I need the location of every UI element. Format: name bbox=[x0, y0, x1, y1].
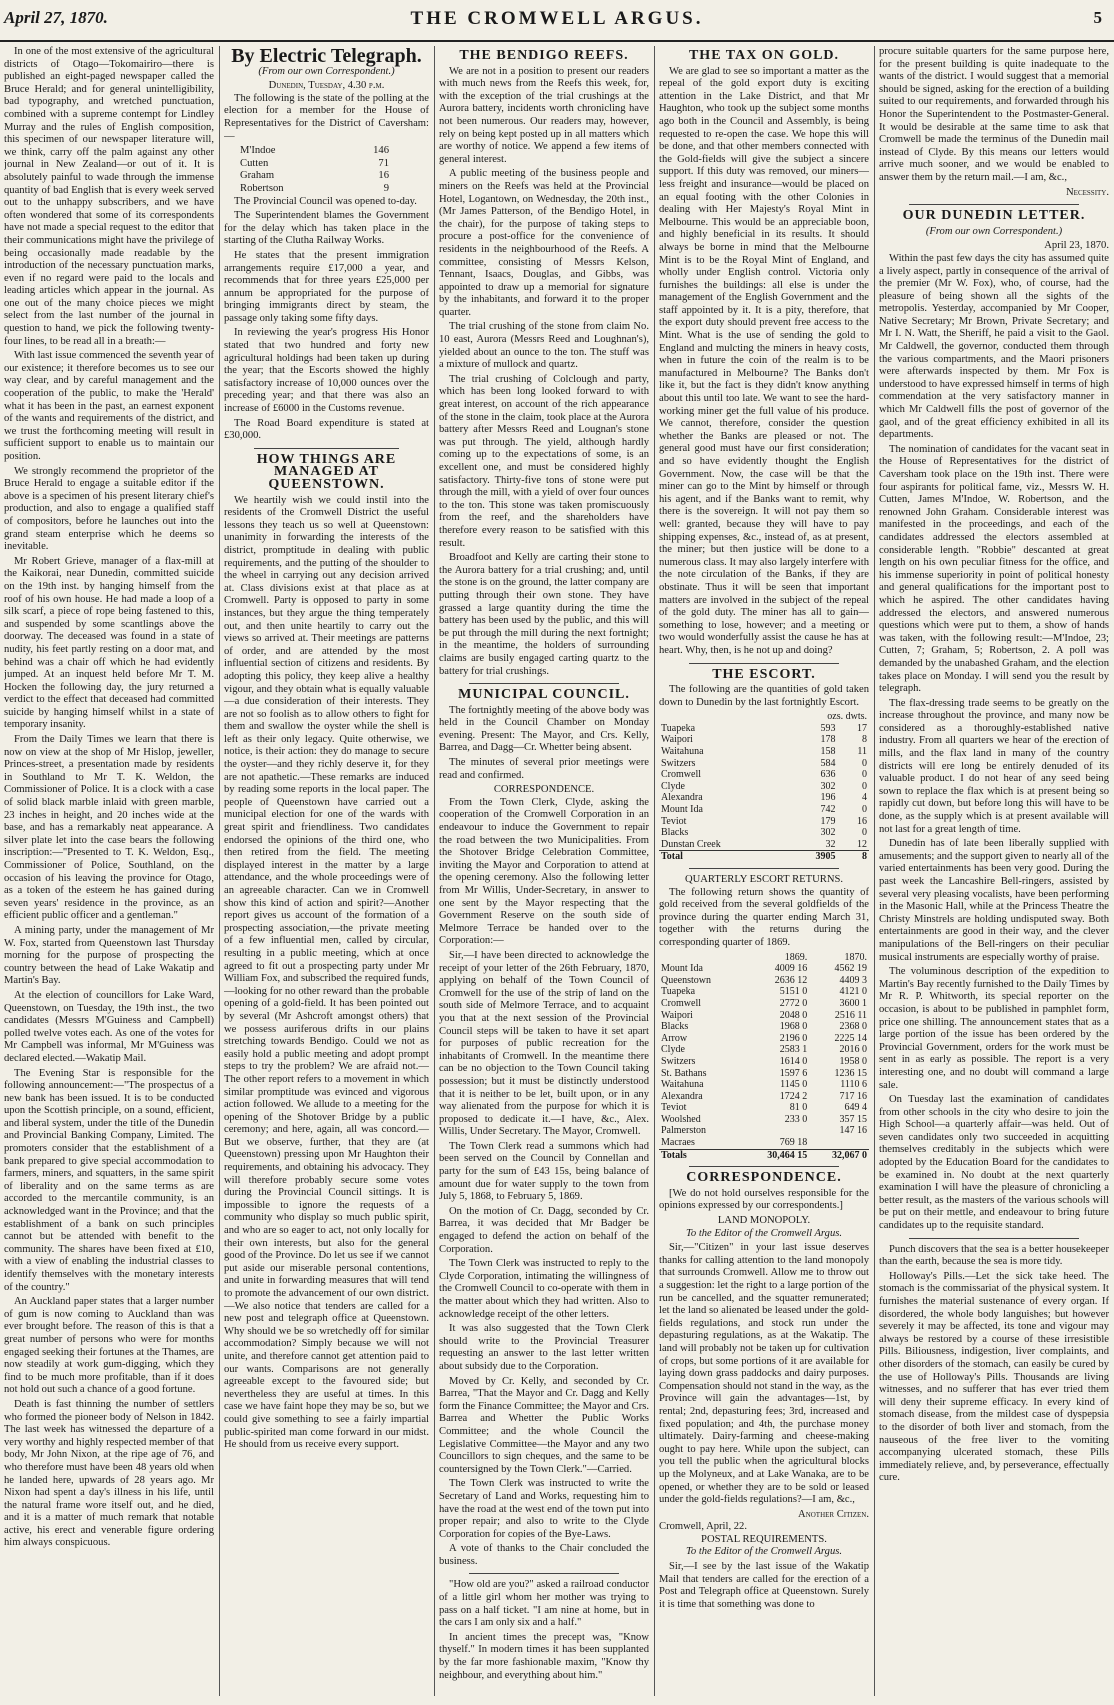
place: Switzers bbox=[661, 757, 696, 769]
table-row bbox=[659, 781, 869, 793]
paragraph: In one of the most extensive of the agricultural districts of Otago—Tokomairiro—there is published an eight-paged newspaper called the Bruce Herald; and for general unintelligibility, bad typography, and wretched punctuation, combined with a supreme contempt for Lindley Murray and the rules of English composition, this specimen of our newspaper literature will, we think, carry off the palm against any other journal in New Zealand—or out of it. It is absolutely painful to wade through the immense quantity of bad English that is every week served out to the unhappy subscribers, and we have often wondered that some of its correspondents have not made a special request to the editor that their communications might have the privilege of being occasionally made readable by the introduction of the necessary punctuation marks, even if no regard were paid to the locals and leading articles which appear in the journal. As one out of the many choice pieces we might select from the last number of the journal in question to hand, we pick the following twenty-four lines, to be read all in a breath:— bbox=[4, 46, 214, 347]
value-1869: 233 0 bbox=[784, 1113, 808, 1125]
paragraph: We strongly recommend the proprietor of the Bruce Herald to engage a suitable editor if the above is a specimen of his present literary chief's production, and also to engage a qualified staff of compositors, before he launches out into the grand steam enterprise which he deems so inevitable. bbox=[4, 465, 214, 553]
candidate-name: Robertson bbox=[240, 182, 284, 194]
value-1869: 1724 2 bbox=[779, 1090, 808, 1102]
poll-row bbox=[224, 170, 429, 183]
value-1870 bbox=[809, 1137, 869, 1149]
value-1870: 2225 14 bbox=[834, 1032, 867, 1044]
year-header: 1870. bbox=[844, 951, 867, 963]
paragraph: Sir,—I have been directed to acknowledge the receipt of your letter of the 26th February, 1870, applying on behalf of the Town Council of Cromwell for the use of the strip of land on the south side of Melmore Terrace, and to acquaint you that at the next session of the Provincial Council steps will be taken to have it set apart for purposes of public recreation for the inhabitants of Cromwell. In the meantime there can be no objection to the Town Council taking possession; but it must be distinctly understood that it is neither to be let, built upon, or in any way alienated from the purpose for which it is proposed to dedicate it.—I have, &c., Alex. Willis, Under Secretary. The Mayor, Cromwell. bbox=[439, 949, 649, 1138]
value-1870: 4562 19 bbox=[834, 963, 867, 975]
place: Blacks bbox=[661, 827, 689, 839]
place: Alexandra bbox=[661, 1090, 703, 1102]
paragraph: The Evening Star is responsible for the following announcement:—"The prospectus of a new bank has been issued. It is to be conducted upon the Scottish principle, on a sound, efficient, and liberal system, under the title of the Dunedin and Provincial Banking Company, Limited. The promoters consider that the establishment of a bank prepared to give special accommodation to farmers, miners, and squatters, in the same spirit of liberality and on the same terms as are accorded to the mercantile community, is an acknowledged want in the Province; and that the establishment of a bank on such principles cannot but be attended with benefit to the community. The shares have been fixed at £10, with a view of enabling the industrial classes to identify themselves with the monetary interests of the country." bbox=[4, 1067, 214, 1293]
paragraph: A public meeting of the business people and miners on the Reefs was held at the Provincial Hotel, Logantown, on Wednesday, the 20th inst., (Mr James Patterson, of the Bendigo Hotel, in the chair), for the purpose of taking steps to procure a post-office for the convenience of residents in the neighbourhood of the Reefs. A committee, consisting of Messrs Kelson, Tennant, Isaacs, Douglas, and Gibbs, was appointed to draw up a memorial for signature by the inhabitants, and forward it to the proper quarter. bbox=[439, 168, 649, 318]
place: Alexandra bbox=[661, 792, 703, 804]
paragraph: The Town Clerk read a summons which had been served on the Council by Connellan and party for the sum of £43 15s, being balance of amount due for water supply to the town from July 5, 1868, to February 5, 1869. bbox=[439, 1140, 649, 1203]
pennyweights: 0 bbox=[862, 757, 867, 769]
place: Cromwell bbox=[661, 769, 701, 781]
column-5 bbox=[879, 46, 1109, 1696]
paragraph: A vote of thanks to the Chair concluded the business. bbox=[439, 1543, 649, 1567]
table-row bbox=[659, 758, 869, 770]
place: Macraes bbox=[661, 1137, 695, 1149]
table-row bbox=[659, 792, 869, 804]
subheading: POSTAL REQUIREMENTS. bbox=[701, 1533, 827, 1545]
divider bbox=[254, 448, 399, 449]
correspondent-byline: (From our own Correspondent.) bbox=[258, 65, 395, 77]
table-row bbox=[659, 827, 869, 839]
letter-place: Cromwell, April, 22. bbox=[659, 1521, 747, 1533]
article-heading: CORRESPONDENCE. bbox=[686, 1170, 842, 1186]
poll-row bbox=[224, 158, 429, 171]
place: Arrow bbox=[661, 1032, 688, 1044]
table-row bbox=[659, 769, 869, 781]
table-row bbox=[659, 746, 869, 758]
column-3 bbox=[439, 46, 649, 1696]
ounces: 32 bbox=[825, 838, 836, 850]
value-1870: 649 4 bbox=[844, 1102, 867, 1114]
pennyweights: 8 bbox=[862, 734, 867, 746]
column-rule bbox=[654, 46, 655, 1696]
quarterly-table bbox=[659, 952, 869, 1162]
table-row bbox=[659, 816, 869, 828]
place: Waitahuna bbox=[661, 1079, 704, 1091]
letter-address: To the Editor of the Cromwell Argus. bbox=[685, 1546, 843, 1558]
place: Clyde bbox=[661, 1044, 685, 1056]
pennyweights: 11 bbox=[857, 746, 867, 758]
value-1869: 2583 1 bbox=[779, 1044, 808, 1056]
place: Switzers bbox=[661, 1055, 696, 1067]
paragraph: The trial crushing of the stone from claim No. 10 east, Aurora (Messrs Reed and Loughnan's), yielded about an ounce to the ton. The stuff was a mixture of mullock and quartz. bbox=[439, 321, 649, 371]
pennyweights: 0 bbox=[862, 804, 867, 816]
paragraph: The nomination of candidates for the vacant seat in the House of Representatives for the district of Caversham took place on the 19th inst. There were four aspirants for political fame, viz., Messrs W. H. Cutten, James M'Indoe, W. Robertson, and the renowned John Graham. Considerable interest was manifested in the proceedings, and each of the candidates addressed the electors assembled at considerable length. "Robbie" descanted at great length on his own peculiar fitness for the office, and his immense superiority in point of political honesty and general qualifications for the important post to which he aspired. The other candidates having addressed the electors, and answered numerous questions which were put to them, a show of hands was taken, with the following result:—M'Indoe, 23; Cutten, 7; Graham, 5; Robertson, 2. A poll was demanded by the unabashed Graham, and the election takes place on Monday. I will send you the result by telegraph. bbox=[879, 443, 1109, 695]
pennyweights: 4 bbox=[862, 792, 867, 804]
table-row bbox=[659, 1033, 869, 1045]
pennyweights: 12 bbox=[857, 838, 867, 850]
paragraph: Death is fast thinning the number of settlers who formed the pioneer body of Nelson in 1842. The last week has witnessed the departure of a very worthy and highly respected member of that body, Mr John Nixon, at the ripe age of 76, and who therefore must have been 48 years old when he landed here, upwards of 28 years ago. Mr Nixon had spent a day's illness in his life, until the natural frame wore itself out, and he died, and it is a matter of much remark that notable active, his erect and venerable figure ordering him always conspicuous. bbox=[4, 1398, 214, 1549]
table-row bbox=[659, 1091, 869, 1103]
paragraph: We heartily wish we could instil into the residents of the Cromwell District the useful lessons they teach us so well at Queenstown: unanimity in forwarding the interests of the district, promptitude in dealing with public requirements, and the putting of the shoulder to the wheel in carrying out any decision arrived at. Class divisions exist at that place as at Cromwell. Party is opposed to party in some instances, but they argue the thing temperately out, and then unite heartily to carry out the views so arrived at. Their meetings are patterns of order, and are attended by the most influential section of citizens and residents. By adopting this policy, they keep alive a healthy vigour, and they obtain what is equally valuable—a due consideration of their interests. They are not so foolish as to allow others to fight for them and swallow the oyster while the shell is left as their only legacy. Quite otherwise, we notice, is their action: they do manage to secure the oyster—and they richly deserve it, for they are not apathetic.—These remarks are induced by reading some reports in the local paper. The people of Queenstown have carried out a municipal election for one of the wards with great spirit and friendliness. Two candidates endorsed the opinions of the third one, who then retired from the field. The meeting displayed interest in the matter by a large attendance, and the whole proceedings were of an agreeable character. Can we in Cromwell show this kind of action and spirit?—Another report gives us account of the formation of a prospecting association,—the private meeting of a few influential men, called by circular, resulting in a public meeting, which at once agreed to fit out a prospecting party under Mr William Fox, and subscribed the required funds,—looking for no other reward than the probable opening of a gold-field. It has been pointed out by several (Mr Ashcroft amongst others) that we possess auriferous drifts in our plains stretching towards Bendigo. Could we not as easily hold a public meeting and adopt prompt steps to try the problem? We are afraid not.—The other report refers to a movement in which similar promptitude was evinced and vigorous action followed. We allude to a meeting for the opening of the Shotover Bridge by a public ceremony; and here, again, all was concord.—But we observe, further, that they are (at Queenstown) pressing upon Mr Haughton their requirements, and obtaining his advocacy. They will therefore probably secure some votes during the Provincial Council sittings. It is impossible to ignore the requests of a community who display so much public spirit, and who are so eager to act, not only locally for their own interests, but also for the general good of the Province. Do let us see if we cannot put aside our miserable personal contentions, and unite in forwarding measures that will tend to promote the advancement of our own district.—We also notice that tenders are called for a new post and telegraph office at Queenstown. Why should we be so wretchedly off for similar accommodation? Simply because we will not unite, and therefore cannot get attention paid to our wants. Comparisons are not generally agreeable except to the favoured side; but nevertheless they are useful at times. In this case we have faint hope they may be so, but we could give something to see a fairly impartial public-spirited man come forward in our midst. He should from us receive every support. bbox=[224, 494, 429, 1451]
pennyweights: 8 bbox=[837, 851, 869, 863]
paragraph: Sir,—I see by the last issue of the Wakatip Mail that tenders are called for the erection of a Post and Telegraph office at Queenstown. Surely it is time that something was done to bbox=[659, 1561, 869, 1610]
divider bbox=[689, 1166, 839, 1167]
value-1870: 1110 6 bbox=[840, 1079, 867, 1091]
value-1870: 4409 3 bbox=[839, 974, 867, 986]
letter-signature: Another Citizen. bbox=[798, 1508, 869, 1520]
total-label: Total bbox=[659, 851, 784, 863]
value-1870: 357 15 bbox=[839, 1113, 867, 1125]
value-1870: 2516 11 bbox=[834, 1009, 867, 1021]
subheading: CORRESPONDENCE. bbox=[493, 784, 595, 796]
value-1870: 2016 0 bbox=[839, 1044, 867, 1056]
value-1869: 30,464 15 bbox=[742, 1149, 809, 1161]
paragraph: In ancient times the precept was, "Know thyself." In modern times it has been supplanted by the far more fashionable maxim, "Know thy neighbour, and everything about him." bbox=[439, 1631, 649, 1681]
value-1870: 2368 0 bbox=[839, 1021, 867, 1033]
table-row bbox=[659, 1021, 869, 1033]
paragraph: An Auckland paper states that a larger number of gum is now coming to Auckland than was ever brought before. The reason of this is that a great number of persons who were for months engaged seeking their fortunes at the Thames, are now steadily at work gum-digging, which they find to be much more profitable, than if it does not hold out such a chance of a good fortune. bbox=[4, 1296, 214, 1396]
divider bbox=[909, 1238, 1079, 1239]
article-heading: THE BENDIGO REEFS. bbox=[459, 48, 629, 63]
paragraph: Dunedin has of late been liberally supplied with amusements; and the support given to nearly all of the varied entertainments has been very good. During the past week the Lancashire Bell-ringers, assisted by several very pleasing vocalists, have been performing in the Masonic Hall, while at the Princess Theatre the Christy Minstrels are holding undisputed sway. Both entertainments are good in their way, and the clever manipulations of the Bell-ringers on their peculiar musical instruments are especially worthy of praise. bbox=[879, 838, 1109, 963]
pennyweights: 0 bbox=[862, 780, 867, 792]
dateline: Dunedin, Tuesday, 4.30 p.m. bbox=[268, 80, 385, 92]
article-heading: HOW THINGS ARE MANAGED AT QUEENSTOWN. bbox=[256, 451, 397, 492]
divider bbox=[909, 204, 1079, 205]
place: Woolshed bbox=[661, 1113, 701, 1125]
year-header: 1869. bbox=[784, 951, 808, 963]
place: Mount Ida bbox=[661, 963, 703, 975]
ounces: 584 bbox=[820, 757, 836, 769]
value-1869: 2048 0 bbox=[779, 1009, 808, 1021]
paragraph: Moved by Cr. Kelly, and seconded by Cr. Barrea, "That the Mayor and Cr. Dagg and Kelly form the Finance Committee; the Mayor and Crs. Barrea and Whetter the Public Works Committee; and the whole Council the Legislative Committee—the Mayor and any two Councillors to sign cheques, and the same to be countersigned by the Town Clerk."—Carried. bbox=[439, 1375, 649, 1475]
ounces: 742 bbox=[820, 804, 836, 816]
pennyweights: 16 bbox=[857, 815, 867, 827]
table-row bbox=[659, 734, 869, 746]
value-1869: 5151 0 bbox=[779, 986, 808, 998]
paragraph: The trial crushing of Colclough and party, which has been long looked forward to with great interest, on account of the rich appearance of the stone in the claim, took place at the Aurora battery after Messrs Reed and Lougnan's stone was put through. The yield, although hardly coming up to the expectations of some, is an excellent one, and must be considered highly satisfactory. Thirty-five tons of stone were put through the mill, with a yield of over four ounces to the ton. This stone was taken promiscuously from the reef, and the shareholders have therefore every reason to be satisfied with this result. bbox=[439, 373, 649, 549]
subheading: LAND MONOPOLY. bbox=[717, 1215, 811, 1227]
advertisement: Holloway's Pills.—Let the sick take heed. The stomach is the commissariat of the physical system. It furnishes the material sustenance of every organ. If disordered, the whole body languishes; but however severely it may be affected, its tone and vigour may always be restored by a course of these irresistible Pills. Biliousness, indigestion, liver complaints, and other disorders of the stomach, can easily be cured by the use of Holloway's Pills. Thousands are living witnesses, and no sufferer that has ever tried them will deny their supreme efficacy. In every kind of stomach disease, from the mildest case of dyspepsia to the disorder of both liver and stomach, from the nauseous of the free liver to the vomiting accompanying ulcerated stomach, these Pills immediately relieve, and, by perseverance, effectually cure. bbox=[879, 1270, 1109, 1484]
paragraph: procure suitable quarters for the same purpose here, for the present building is quite inadequate to the wants of the district. I would suggest that a memorial should be signed, asking for the erection of a building suited to our requirements, and forwarded through his Honor the Superintendent to the Postmaster-General. It would be desirable at the same time to ask that Cromwell be made the terminus of the Dunedin mail instead of Clyde. By this means our letters would arrive much sooner, and we would be enabled to answer them by the return mail.—I am, &c., bbox=[879, 46, 1109, 183]
value-1869: 2636 12 bbox=[774, 974, 808, 986]
page-number: 5 bbox=[1093, 8, 1102, 27]
column-rule bbox=[434, 46, 435, 1696]
paragraph: The flax-dressing trade seems to be greatly on the increase throughout the province, and many now be considered as a thoroughly-established native industry. From all quarters we hear of the erection of mills, and the flax land in many of the country districts will ere long be entirely denuded of its valuable product. I do not hear of any seed being sown to replace the flax which is at present being so rapidly cut down, but before long this will have to be done, as the supply which is at present available will not last for a great length of time. bbox=[879, 697, 1109, 835]
paragraph: On Tuesday last the examination of candidates from other schools in the city who desire to join the High School—a quarterly affair—was held. Out of seven candidates only two succeeded in acquitting themselves creditably in the subjects which were adopted by the Education Board for the candidates to be examined in. No doubt at the next quarterly examination I will have the pleasure of chronicling a better result, as the masters of the various schools will be put on their mettle, and endeavour to bring future candidates up to the requisite standard. bbox=[879, 1094, 1109, 1232]
table-row bbox=[659, 1114, 869, 1126]
value-1870: 717 16 bbox=[839, 1090, 867, 1102]
value-1870: 4121 0 bbox=[839, 986, 867, 998]
ounces: 196 bbox=[820, 792, 836, 804]
paragraph: The Road Board expenditure is stated at £30,000. bbox=[224, 417, 429, 442]
vote-count: 146 bbox=[373, 145, 389, 157]
paragraph: The Superintendent blames the Government for the delay which has taken place in the starting of the Clutha Railway Works. bbox=[224, 210, 429, 247]
value-1869 bbox=[742, 1125, 809, 1137]
poll-row bbox=[224, 183, 429, 196]
total-row bbox=[659, 1149, 869, 1161]
value-1870: 3600 1 bbox=[839, 997, 867, 1009]
place: Clyde bbox=[661, 780, 685, 792]
subheading: QUARTERLY ESCORT RETURNS. bbox=[684, 874, 844, 885]
value-1869: 769 18 bbox=[779, 1137, 808, 1149]
ounces: 302 bbox=[820, 827, 836, 839]
table-row bbox=[659, 1137, 869, 1149]
place: Tuapeka bbox=[661, 986, 696, 998]
place: Waipori bbox=[661, 734, 693, 746]
correspondent-byline: (From our own Correspondent.) bbox=[925, 225, 1063, 237]
paragraph: Within the past few days the city has assumed quite a lively aspect, partly in consequence of the arrival of the premier (Mr W. Fox), who, of course, had the pleasure of being shown all the sights of the metropolis. Yesterday, accompanied by Mr Cooper, Native Secretary; Mr Brown, Private Secretary; and Mr I. N. Watt, the Sheriff, he paid a visit to the Gaol. Mr Caldwell, the governor, conducted them through the various compartments, and the Maori prisoners were afterwards inspected by them. Mr Fox is understood to have expressed himself in terms of high commendation at the very satisfactory manner in which Mr Caldwell fills the post of governor of the gaol, and of the great efficiency exhibited in all its departments. bbox=[879, 252, 1109, 441]
place: Cromwell bbox=[661, 997, 701, 1009]
table-row bbox=[659, 1044, 869, 1056]
article-heading: THE ESCORT. bbox=[712, 666, 816, 682]
place: Waitahuna bbox=[661, 746, 704, 758]
paragraph: In reviewing the year's progress His Honor stated that two hundred and forty new agricultural holdings had been taken up during the year; that the Escorts showed the highly satisfactory increase of 10,000 ounces over the preceding year; and that there was also an increase of £6000 in the Customs revenue. bbox=[224, 327, 429, 415]
candidate-name: Cutten bbox=[240, 157, 269, 169]
paragraph: The following are the quantities of gold taken down to Dunedin by the last fortnightly Escort. bbox=[659, 684, 869, 708]
divider bbox=[469, 1573, 619, 1574]
paragraph: The Town Clerk was instructed to reply to the Clyde Corporation, intimating the willingness of the Cromwell Council to co-operate with them in the matter about which they had written. Also to acknowledge receipt of the other letters. bbox=[439, 1258, 649, 1320]
ounces: 158 bbox=[820, 746, 836, 758]
paragraph: The voluminous description of the expedition to Martin's Bay recently furnished to the Daily Times by Mr R. P. Whitworth, its special reporter on the occasion, is about to be published in pamphlet form, price one shilling. The announcement states that as a large portion of the issue has been ordered by the Provincial Government, orders for the work must be sent in as early as possible. The report is a very interesting one, and no doubt will command a large sale. bbox=[879, 966, 1109, 1091]
place: Blacks bbox=[661, 1021, 689, 1033]
ounces: 636 bbox=[820, 769, 836, 781]
paragraph: We are glad to see so important a matter as the repeal of the gold export duty is exciting attention in the Lake District, and that Mr Haughton, who took up the subject some months ago both in the Council and Assembly, is being requested to re-open the case. We hope this will be done, and that other members connected with the Gold-fields will give the subject a sincere support. If this duty was removed, our miners—less freight and insurance—would be placed on an equal footing with the other Colonies in dealing with Her Majesty's Royal Mint in Melbourne. This would be an appreciable boon, and highly beneficial in its results. It should always be borne in mind that the Melbourne Mint is to be the Royal Mint of England, and wholly under English control. Victoria only furnishes the buildings: all else is under the management of the English Government and the staff appointed by it. It is a pity, therefore, that the export duty should prevent free access to the Mint. What is the use of sending the gold to England and mulcting the miners in heavy costs, when in future the coin of the realm is to be manufactured in Melbourne? The Banks don't like it, but the fact is they didn't know anything about this until too late. We want to see the hard-working miner get the full value of his produce. We cannot, therefore, consider the question whether the Banks are pleased or not. The general good must have our first consideration; and so have evidently thought the English Government. Now, the case will be that the miner can go to the Mint by himself or through his agent, and if the Banks want to remit, why there is the sovereign. It will not pay them so well: granted, because they will have to pay shipping expenses, &c., instead of, as at present, the miner; but then justice will be done to a numerous class. It may also largely interfere with the note circulation of the Banks, if they are obstinate. Thus it will be seen that important matters are involved in the subject of the repeal of the gold duty. The miner has all to gain—something to lose, however; and a meeting or two would wonderfully assist the cause he has at heart. Why, then, is he not up and doing? bbox=[659, 65, 869, 656]
table-row bbox=[659, 1079, 869, 1091]
value-1869: 81 0 bbox=[789, 1102, 808, 1114]
ounces: 178 bbox=[820, 734, 836, 746]
value-1869: 4009 16 bbox=[774, 963, 808, 975]
article-heading: OUR DUNEDIN LETTER. bbox=[902, 208, 1086, 224]
value-1869: 1145 0 bbox=[780, 1079, 808, 1091]
vote-count: 71 bbox=[378, 157, 389, 169]
ounces: 593 bbox=[820, 722, 836, 734]
table-row bbox=[659, 1068, 869, 1080]
ounces: 302 bbox=[820, 780, 836, 792]
letter-signature: Necessity. bbox=[1066, 186, 1109, 198]
poll-row bbox=[224, 145, 429, 158]
column-1 bbox=[4, 46, 214, 1696]
table-row bbox=[659, 1010, 869, 1022]
paragraph: From the Town Clerk, Clyde, asking the cooperation of the Cromwell Corporation in an endeavour to induce the Government to repair the road between the two Municipalities. From the Shotover Bridge Celebration Committee, inviting the Mayor and Corporation to attend at the opening ceremony. Also the following letter from Mr Willis, Under-Secretary, in answer to one sent by the Mayor respecting that the Government Reserve on the south side of Melmore Terrace be handed over to the Corporation:— bbox=[439, 796, 649, 947]
paragraph: Broadfoot and Kelly are carting their stone to the Aurora battery for a trial crushing; and, until the stone is on the ground, the latter company are putting through their own stone. They have grassed a large quantity during the time the battery has been used by the public, and this will be put through the mill during the next fortnight; in the meantime, the holders of surrounding claims are busily engaged carting quartz to the battery for trial crushings. bbox=[439, 552, 649, 677]
table-row bbox=[659, 1102, 869, 1114]
table-row bbox=[659, 963, 869, 975]
pennyweights: 0 bbox=[862, 827, 867, 839]
paragraph: The fortnightly meeting of the above body was held in the Council Chamber on Monday evening. Present: The Mayor, and Crs. Kelly, Barrea, and Dagg—Cr. Whetter being absent. bbox=[439, 704, 649, 754]
paragraph: The Provincial Council was opened to-day. bbox=[234, 195, 417, 207]
issue-date: April 27, 1870. bbox=[4, 8, 108, 27]
value-1869: 1597 6 bbox=[779, 1067, 808, 1079]
value-1869: 2196 0 bbox=[779, 1032, 808, 1044]
table-row bbox=[659, 1056, 869, 1068]
candidate-name: Graham bbox=[240, 170, 275, 182]
paragraph: He states that the present immigration arrangements require £17,000 a year, and recommends that for three years £25,000 per annum be appropriated for the purpose of bringing immigrants direct by steam, the passage only taking some fifty days. bbox=[224, 249, 429, 324]
table-row bbox=[659, 986, 869, 998]
value-1870: 1236 15 bbox=[834, 1067, 867, 1079]
paragraph: A mining party, under the management of Mr W. Fox, started from Queenstown last Thursday morning for the purpose of prospecting the country between the head of Lake Wakatip and Martin's Bay. bbox=[4, 924, 214, 987]
paragraph: The Town Clerk was instructed to write the Secretary of Land and Works, requesting him to have the road at the west end of the town put into proper repair; and also to write to the Clyde Corporation for copies of the Bye-Laws. bbox=[439, 1478, 649, 1540]
total-label: Totals bbox=[659, 1149, 742, 1161]
divider bbox=[469, 683, 619, 684]
table-row bbox=[659, 1125, 869, 1137]
paragraph: On the motion of Cr. Dagg, seconded by Cr. Barrea, it was decided that Mr Badger be engaged to defend the action on behalf of the Corporation. bbox=[439, 1205, 649, 1255]
table-row bbox=[659, 839, 869, 851]
paragraph: Mr Robert Grieve, manager of a flax-mill at the Kaikorai, near Dunedin, committed suicide on the 19th inst. by hanging himself from the roof of his own house. He had made a loop of a silk scarf, a piece of rope being fastened to this, and suspended by some scantlings above the doorway. The deceased was found in a state of nudity, his feet partly resting on a door mat, and behind was a chair off which he had evidently jumped. At an inquest held before Mr T. M. Hocken the following day, the jury returned a verdict to the effect that deceased had committed suicide by hanging himself whilst in a state of temporary insanity. bbox=[4, 555, 214, 731]
vote-count: 16 bbox=[378, 170, 389, 182]
paragraph: At the election of councillors for Lake Ward, Queenstown, on Tuesday, the 19th inst., the two candidates (Messrs M'Guiness and Campbell) polled twelve votes each. As one of the votes for Mr Campbell was informal, Mr M'Guiness was declared elected.—Wakatip Mail. bbox=[4, 989, 214, 1064]
place: St. Bathans bbox=[661, 1067, 707, 1079]
ounces: 179 bbox=[820, 815, 836, 827]
value-1870: 32,067 0 bbox=[809, 1149, 869, 1161]
column-2 bbox=[224, 46, 429, 1696]
pennyweights: 17 bbox=[857, 722, 867, 734]
paragraph: The following return shows the quantity of gold received from the several goldfields of the province during the quarter ending March 31, together with the returns during the corresponding quarter of 1869. bbox=[659, 886, 869, 948]
place: Mount Ida bbox=[661, 804, 703, 816]
pennyweights: 0 bbox=[862, 769, 867, 781]
letter-date: April 23, 1870. bbox=[1044, 240, 1109, 252]
divider bbox=[689, 663, 839, 664]
ounces: 3905 bbox=[784, 851, 838, 863]
paragraph: The following is the state of the polling at the election for a member for the House of Representatives for the District of Caversham:— bbox=[224, 92, 429, 142]
place: Teviot bbox=[661, 815, 687, 827]
paragraph: It was also suggested that the Town Clerk should write to the Provincial Treasurer requesting an answer to the last letter written about subsidy due to the Corporation. bbox=[439, 1323, 649, 1372]
value-1870: 1958 0 bbox=[839, 1055, 867, 1067]
paragraph: Sir,—"Citizen" in your last issue deserves thanks for calling attention to the land monopoly that surrounds Cromwell. Allow me to throw out a suggestion: let the right to a large portion of the run be cancelled, and the squatter remunerated; let the land so alienated be leased under the gold-fields regulations, and stock run under the depasturing regulations, as at the Wakatip. The land will probably not be taken up for cultivation of crops, but some portions of it are available for laying down grass paddocks and dairy purposes. Compensation should not stand in the way, as the Province will gain the advantages—1st, by rental; 2nd, depasturing fees; 3rd, increased and fixed population; and 4th, the purchase money ultimately. Dairy-farming and cheese-making ought to pay here. While upon the subject, can you tell the public when the agricultural blocks up the Molyneux, and at Lake Wanaka, are to be opened, or whether they are to be sold or leased under the gold-fields regulations?—I am, &c., bbox=[659, 1242, 869, 1506]
place: Dunstan Creek bbox=[661, 838, 721, 850]
article-heading: MUNICIPAL COUNCIL. bbox=[458, 687, 630, 703]
place: Waipori bbox=[661, 1009, 693, 1021]
column-4 bbox=[659, 46, 869, 1696]
place: Tuapeka bbox=[661, 722, 696, 734]
escort-table bbox=[659, 711, 869, 863]
table-row bbox=[659, 723, 869, 735]
table-row bbox=[659, 998, 869, 1010]
paragraph: From the Daily Times we learn that there is now on view at the shop of Mr Hislop, jeweller, Princes-street, a presentation made by residents in Southland to Mr T. K. Weldon, the Commissioner of Police. It is a clock with a case of solid black marble inlaid with green marble, 23 inches in height, and 20 inches wide at the base, and has a remarkably neat appearance. A silver plate let into the case bears the following inscription:—"Presented to T. K. Weldon, Esq., Commissioner of Police, Southland, on the occasion of his leaving the province for Otago, as a token of the esteem he has gained during seven years' residence in the province, as an efficient public officer and a gentleman." bbox=[4, 734, 214, 922]
units-header: ozs. dwts. bbox=[827, 711, 867, 723]
table-row bbox=[659, 804, 869, 816]
newspaper-title: THE CROMWELL ARGUS. bbox=[410, 8, 704, 29]
paragraph: We are not in a position to present our readers with much news from the Reefs this week, for, with the exception of the trial crushings at the Aurora battery, incidents worth chronicling have not been numerous. Our readers may, however, rely on being kept posted up in all matters which are worthy of notice. We append a few items of general interest. bbox=[439, 65, 649, 165]
masthead bbox=[0, 0, 1114, 42]
place: Queenstown bbox=[661, 974, 711, 986]
table-row bbox=[659, 975, 869, 987]
place: Teviot bbox=[661, 1102, 687, 1114]
column-rule bbox=[219, 46, 220, 1696]
paragraph: Punch discovers that the sea is a better housekeeper than the earth, because the sea is more tidy. bbox=[879, 1243, 1109, 1268]
column-rule bbox=[874, 46, 875, 1696]
paragraph: The minutes of several prior meetings were read and confirmed. bbox=[439, 757, 649, 781]
value-1870: 147 16 bbox=[839, 1125, 867, 1137]
total-row bbox=[659, 851, 869, 863]
divider bbox=[689, 868, 839, 869]
paragraph: With last issue commenced the seventh year of our existence; it therefore becomes us to see our way clear, and by careful management and the cooperation of the public, to make the 'Herald' what it has been in the past, an earnest exponent of the wants and requirements of the district, and we trust the forthcoming meeting will result in sufficient support to enable us to maintain our position. bbox=[4, 350, 214, 462]
vote-count: 9 bbox=[383, 182, 389, 194]
value-1869: 1614 0 bbox=[779, 1055, 808, 1067]
paragraph: "How old are you?" asked a railroad conductor of a little girl whom her mother was trying to pass on a half ticket. "I am nine at home, but in the cars I am only six and a half." bbox=[439, 1579, 649, 1629]
value-1869: 2772 0 bbox=[779, 997, 808, 1009]
place: Palmerston bbox=[661, 1125, 706, 1137]
value-1869: 1968 0 bbox=[779, 1021, 808, 1033]
letter-address: To the Editor of the Cromwell Argus. bbox=[685, 1227, 843, 1239]
telegraph-heading: By Electric Telegraph. bbox=[231, 46, 422, 67]
article-heading: THE TAX ON GOLD. bbox=[688, 48, 840, 63]
candidate-name: M'Indoe bbox=[240, 145, 276, 157]
editor-note: [We do not hold ourselves responsible for the opinions expressed by our correspondents.] bbox=[659, 1187, 869, 1212]
